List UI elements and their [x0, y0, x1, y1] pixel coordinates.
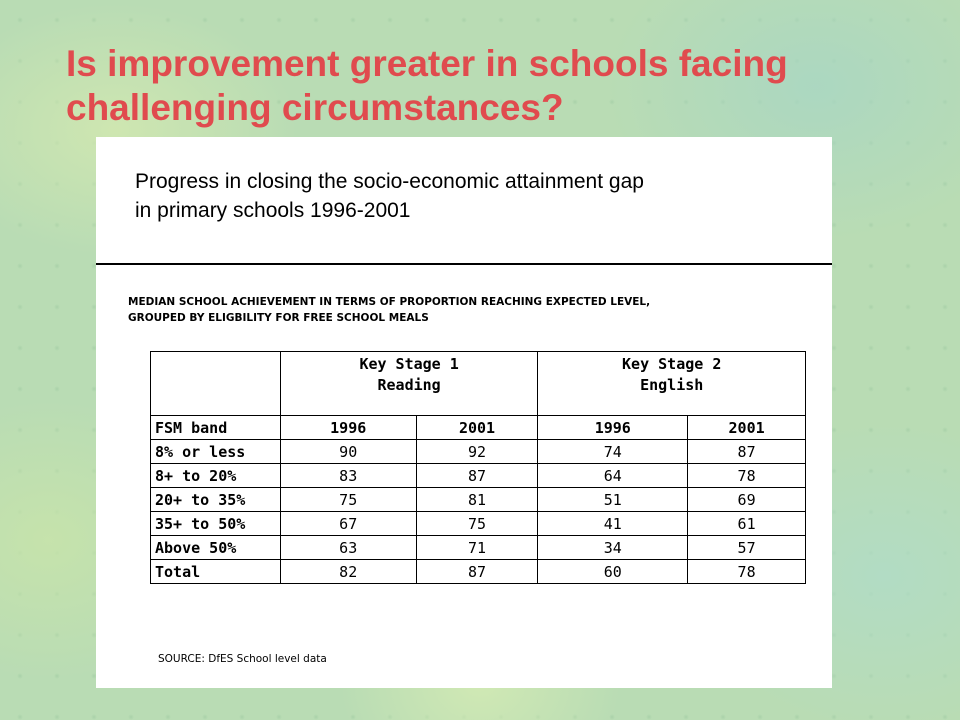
value-cell: 87: [416, 464, 538, 488]
value-cell: 87: [688, 440, 806, 464]
value-cell: 82: [280, 560, 416, 584]
value-cell: 83: [280, 464, 416, 488]
value-cell: 78: [688, 560, 806, 584]
slide-title: Is improvement greater in schools facing challenging circumstances?: [66, 43, 788, 128]
group-header-subject: English: [640, 376, 704, 394]
group-header-title: Key Stage 2: [622, 355, 722, 373]
fsm-band-cell: Total: [151, 560, 281, 584]
column-header-fsm-band: FSM band: [151, 416, 281, 440]
value-cell: 41: [538, 512, 688, 536]
fsm-band-cell: Above 50%: [151, 536, 281, 560]
group-header-key-stage-1: [280, 352, 538, 416]
value-cell: 78: [688, 464, 806, 488]
table-row: [151, 464, 806, 488]
chart-panel: [96, 137, 832, 688]
value-cell: 63: [280, 536, 416, 560]
source-note: SOURCE: DfES School level data: [158, 653, 327, 665]
divider: [96, 263, 832, 265]
group-header-key-stage-2: [538, 352, 806, 416]
value-cell: 81: [416, 488, 538, 512]
group-header-subject: Reading: [377, 376, 441, 394]
value-cell: 51: [538, 488, 688, 512]
group-header-title: Key Stage 1: [359, 355, 459, 373]
value-cell: 57: [688, 536, 806, 560]
fsm-band-cell: 35+ to 50%: [151, 512, 281, 536]
value-cell: 92: [416, 440, 538, 464]
value-cell: 64: [538, 464, 688, 488]
table-row-total: [151, 560, 806, 584]
column-header-year: 2001: [688, 416, 806, 440]
table-caption-line-2: GROUPED BY ELIGBILITY FOR FREE SCHOOL MEALS: [128, 312, 429, 324]
value-cell: 69: [688, 488, 806, 512]
table-row: [151, 536, 806, 560]
fsm-band-cell: 20+ to 35%: [151, 488, 281, 512]
value-cell: 75: [416, 512, 538, 536]
column-header-year: 1996: [538, 416, 688, 440]
column-header-year: 2001: [416, 416, 538, 440]
value-cell: 90: [280, 440, 416, 464]
attainment-table: [150, 351, 806, 584]
value-cell: 71: [416, 536, 538, 560]
table-caption-line-1: MEDIAN SCHOOL ACHIEVEMENT IN TERMS OF PROPORTION REACHING EXPECTED LEVEL,: [128, 296, 651, 308]
table-row: [151, 512, 806, 536]
value-cell: 75: [280, 488, 416, 512]
column-header-year: 1996: [280, 416, 416, 440]
fsm-band-cell: 8+ to 20%: [151, 464, 281, 488]
value-cell: 87: [416, 560, 538, 584]
table-caption: [128, 294, 818, 326]
fsm-band-cell: 8% or less: [151, 440, 281, 464]
panel-heading-line-2: in primary schools 1996-2001: [135, 199, 411, 222]
table-corner-cell: [151, 352, 281, 416]
panel-heading-line-1: Progress in closing the socio-economic attainment gap: [135, 170, 644, 193]
table-year-header-row: [151, 416, 806, 440]
value-cell: 61: [688, 512, 806, 536]
value-cell: 74: [538, 440, 688, 464]
table-row: [151, 440, 806, 464]
value-cell: 34: [538, 536, 688, 560]
table-group-header-row: [151, 352, 806, 416]
value-cell: 67: [280, 512, 416, 536]
value-cell: 60: [538, 560, 688, 584]
table-row: [151, 488, 806, 512]
panel-heading: [135, 167, 815, 225]
